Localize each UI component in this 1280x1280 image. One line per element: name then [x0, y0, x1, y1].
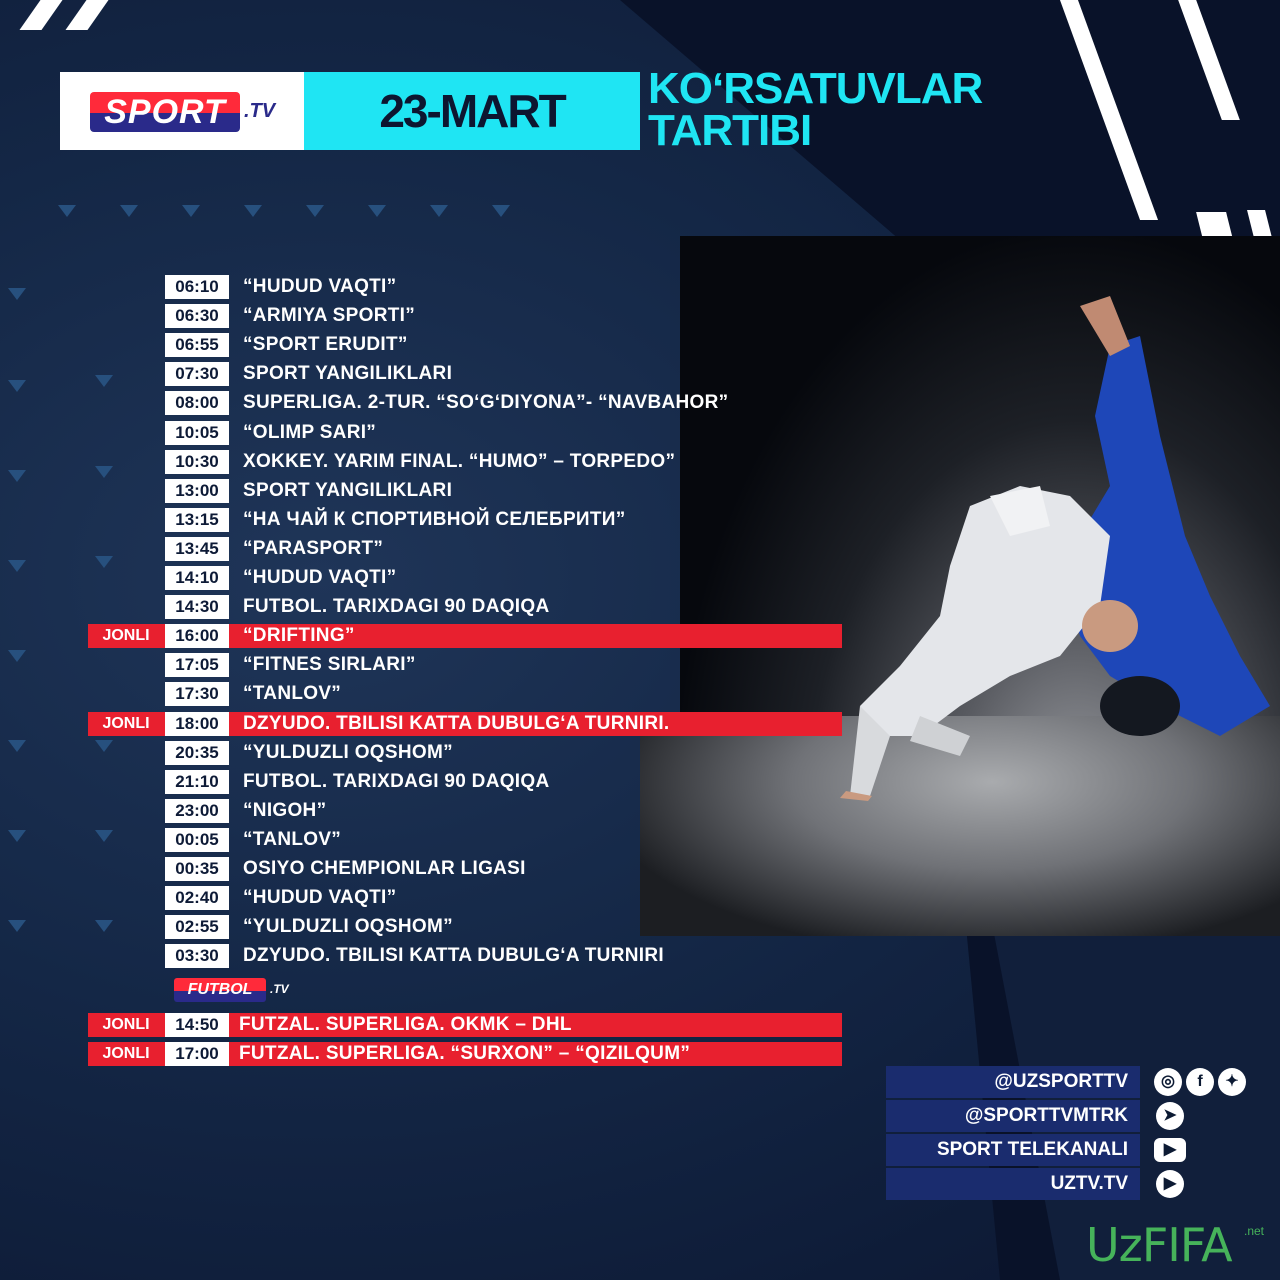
schedule-row [88, 450, 842, 474]
program-title: FUTBOL. TARIXDAGI 90 DAQIQA [243, 770, 550, 792]
schedule-time: 10:30 [165, 450, 229, 474]
schedule-row [88, 304, 842, 328]
program-title: DZYUDO. TBILISI KATTA DUBULG‘A TURNIRI. [243, 712, 670, 734]
schedule-time: 20:35 [165, 741, 229, 765]
schedule-row [88, 944, 842, 968]
decor-triangle [430, 205, 448, 217]
schedule-row [88, 857, 842, 881]
schedule-time: 06:55 [165, 333, 229, 357]
decor-triangle [8, 470, 26, 482]
schedule-time: 13:15 [165, 508, 229, 532]
decor-triangle [182, 205, 200, 217]
schedule-time: 18:00 [165, 712, 229, 736]
schedule-row [88, 537, 842, 561]
schedule-time: 07:30 [165, 362, 229, 386]
schedule-time: 14:30 [165, 595, 229, 619]
schedule-row [88, 508, 842, 532]
social-row-uztv[interactable] [886, 1168, 1140, 1200]
decor-triangle [8, 650, 26, 662]
social-handle: @SPORTTVMTRK [964, 1105, 1128, 1126]
program-title: “ARMIYA SPORTI” [243, 305, 416, 327]
social-handle: UZTV.TV [1050, 1173, 1128, 1194]
schedule-row [88, 682, 842, 706]
page-title-line2: TARTIBI [648, 106, 812, 155]
twitter-icon[interactable]: ✦ [1218, 1068, 1246, 1096]
program-title: “PARASPORT” [243, 537, 384, 559]
program-title: “NIGOH” [243, 799, 327, 821]
program-title: “TANLOV” [243, 828, 342, 850]
schedule-row [88, 275, 842, 299]
schedule-row [88, 479, 842, 503]
schedule-row-live [88, 1042, 842, 1066]
schedule-time: 17:30 [165, 682, 229, 706]
schedule-date: 23-MART [379, 85, 565, 137]
schedule-time: 06:10 [165, 275, 229, 299]
page-title-line1: KO‘RSATUVLAR [648, 64, 983, 113]
schedule-time: 06:30 [165, 304, 229, 328]
schedule-time: 13:00 [165, 479, 229, 503]
schedule-time: 00:35 [165, 857, 229, 881]
schedule-row [88, 653, 842, 677]
live-badge: JONLI [102, 1016, 150, 1033]
schedule-time: 21:10 [165, 770, 229, 794]
program-title: “DRIFTING” [243, 625, 355, 647]
decor-triangle [8, 560, 26, 572]
schedule-row-live [88, 1013, 842, 1037]
schedule-row-live [88, 624, 842, 648]
program-title: SPORT YANGILIKLARI [243, 479, 453, 501]
decor-triangle [8, 920, 26, 932]
social-row-youtube[interactable] [886, 1134, 1140, 1166]
decor-triangle [8, 380, 26, 392]
schedule-time: 23:00 [165, 799, 229, 823]
social-row-instagram[interactable] [886, 1066, 1140, 1098]
schedule-time: 02:55 [165, 915, 229, 939]
live-badge: JONLI [102, 714, 150, 732]
social-row-telegram[interactable] [886, 1100, 1140, 1132]
program-title: XOKKEY. YARIM FINAL. “HUMO” – TORPEDO” [243, 450, 676, 472]
play-icon[interactable]: ▶ [1156, 1170, 1184, 1198]
watermark-suffix: .net [1244, 1224, 1265, 1238]
program-title: SUPERLIGA. 2-TUR. “SO‘G‘DIYONA”- “NAVBAHOR” [243, 392, 729, 414]
program-title: “HUDUD VAQTI” [243, 276, 397, 297]
program-title: FUTBOL. TARIXDAGI 90 DAQIQA [243, 596, 550, 618]
program-title: FUTZAL. SUPERLIGA. “SURXON” – “QIZILQUM” [239, 1043, 691, 1064]
sport-tv-logo-suffix: .TV [244, 100, 276, 122]
social-handle: @UZSPORTTV [994, 1071, 1128, 1092]
decor-triangle [492, 205, 510, 217]
schedule-row [88, 770, 842, 794]
schedule-row [88, 595, 842, 619]
schedule-row [88, 886, 842, 910]
schedule-row [88, 741, 842, 765]
decor-triangle [8, 740, 26, 752]
schedule-time: 14:50 [165, 1013, 229, 1037]
schedule-time: 08:00 [165, 391, 229, 415]
decor-triangle [306, 205, 324, 217]
program-title: SPORT YANGILIKLARI [243, 363, 453, 385]
schedule-time: 17:00 [165, 1042, 229, 1066]
decor-triangle [58, 205, 76, 217]
schedule-row [88, 828, 842, 852]
schedule-time: 13:45 [165, 537, 229, 561]
program-title: “TANLOV” [243, 683, 342, 705]
schedule-time: 16:00 [165, 624, 229, 648]
program-title: “OLIMP SARI” [243, 421, 377, 443]
program-title: “HUDUD VAQTI” [243, 567, 397, 588]
schedule-time: 14:10 [165, 566, 229, 590]
decor-stripe [65, 0, 108, 30]
program-title: “НА ЧАЙ К СПОРТИВНОЙ СЕЛЕБРИТИ” [243, 508, 626, 530]
live-badge: JONLI [102, 627, 150, 645]
decor-stripe [19, 0, 62, 30]
schedule-time: 03:30 [165, 944, 229, 968]
program-title: “FITNES SIRLARI” [243, 654, 416, 676]
schedule-time: 02:40 [165, 886, 229, 910]
page-title [648, 64, 1048, 155]
schedule-row [88, 566, 842, 590]
telegram-icon[interactable]: ➤ [1156, 1102, 1184, 1130]
schedule-row [88, 362, 842, 386]
program-title: “YULDUZLI OQSHOM” [243, 741, 453, 763]
social-handle: SPORT TELEKANALI [936, 1139, 1128, 1160]
schedule-time: 10:05 [165, 421, 229, 445]
schedule-time: 00:05 [165, 828, 229, 852]
schedule-row [88, 799, 842, 823]
program-title: “SPORT ERUDIT” [243, 334, 408, 356]
futbol-tv-logo-suffix: .TV [270, 982, 289, 996]
decor-triangle [244, 205, 262, 217]
youtube-icon[interactable]: ▶ [1154, 1138, 1186, 1162]
decor-triangle [8, 830, 26, 842]
schedule-row [88, 915, 842, 939]
schedule-row-live [88, 712, 842, 736]
program-title: FUTZAL. SUPERLIGA. OKMK – DHL [239, 1014, 572, 1035]
instagram-icon[interactable]: ◎ [1154, 1068, 1182, 1096]
program-title: DZYUDO. TBILISI KATTA DUBULG‘A TURNIRI [243, 945, 664, 967]
schedule-time: 17:05 [165, 653, 229, 677]
schedule-row [88, 421, 842, 445]
program-title: “YULDUZLI OQSHOM” [243, 916, 453, 938]
live-badge: JONLI [102, 1045, 150, 1062]
schedule-row [88, 333, 842, 357]
sport-tv-logo: SPORT [90, 92, 240, 132]
schedule-row [88, 391, 842, 415]
decor-triangle [368, 205, 386, 217]
watermark-logo: UzFIFA [1086, 1218, 1232, 1272]
futbol-tv-logo: FUTBOL [174, 978, 266, 1002]
program-title: “HUDUD VAQTI” [243, 887, 397, 909]
facebook-icon[interactable]: f [1186, 1068, 1214, 1096]
decor-triangle [120, 205, 138, 217]
program-title: OSIYO CHEMPIONLAR LIGASI [243, 858, 526, 879]
decor-triangle [8, 288, 26, 300]
